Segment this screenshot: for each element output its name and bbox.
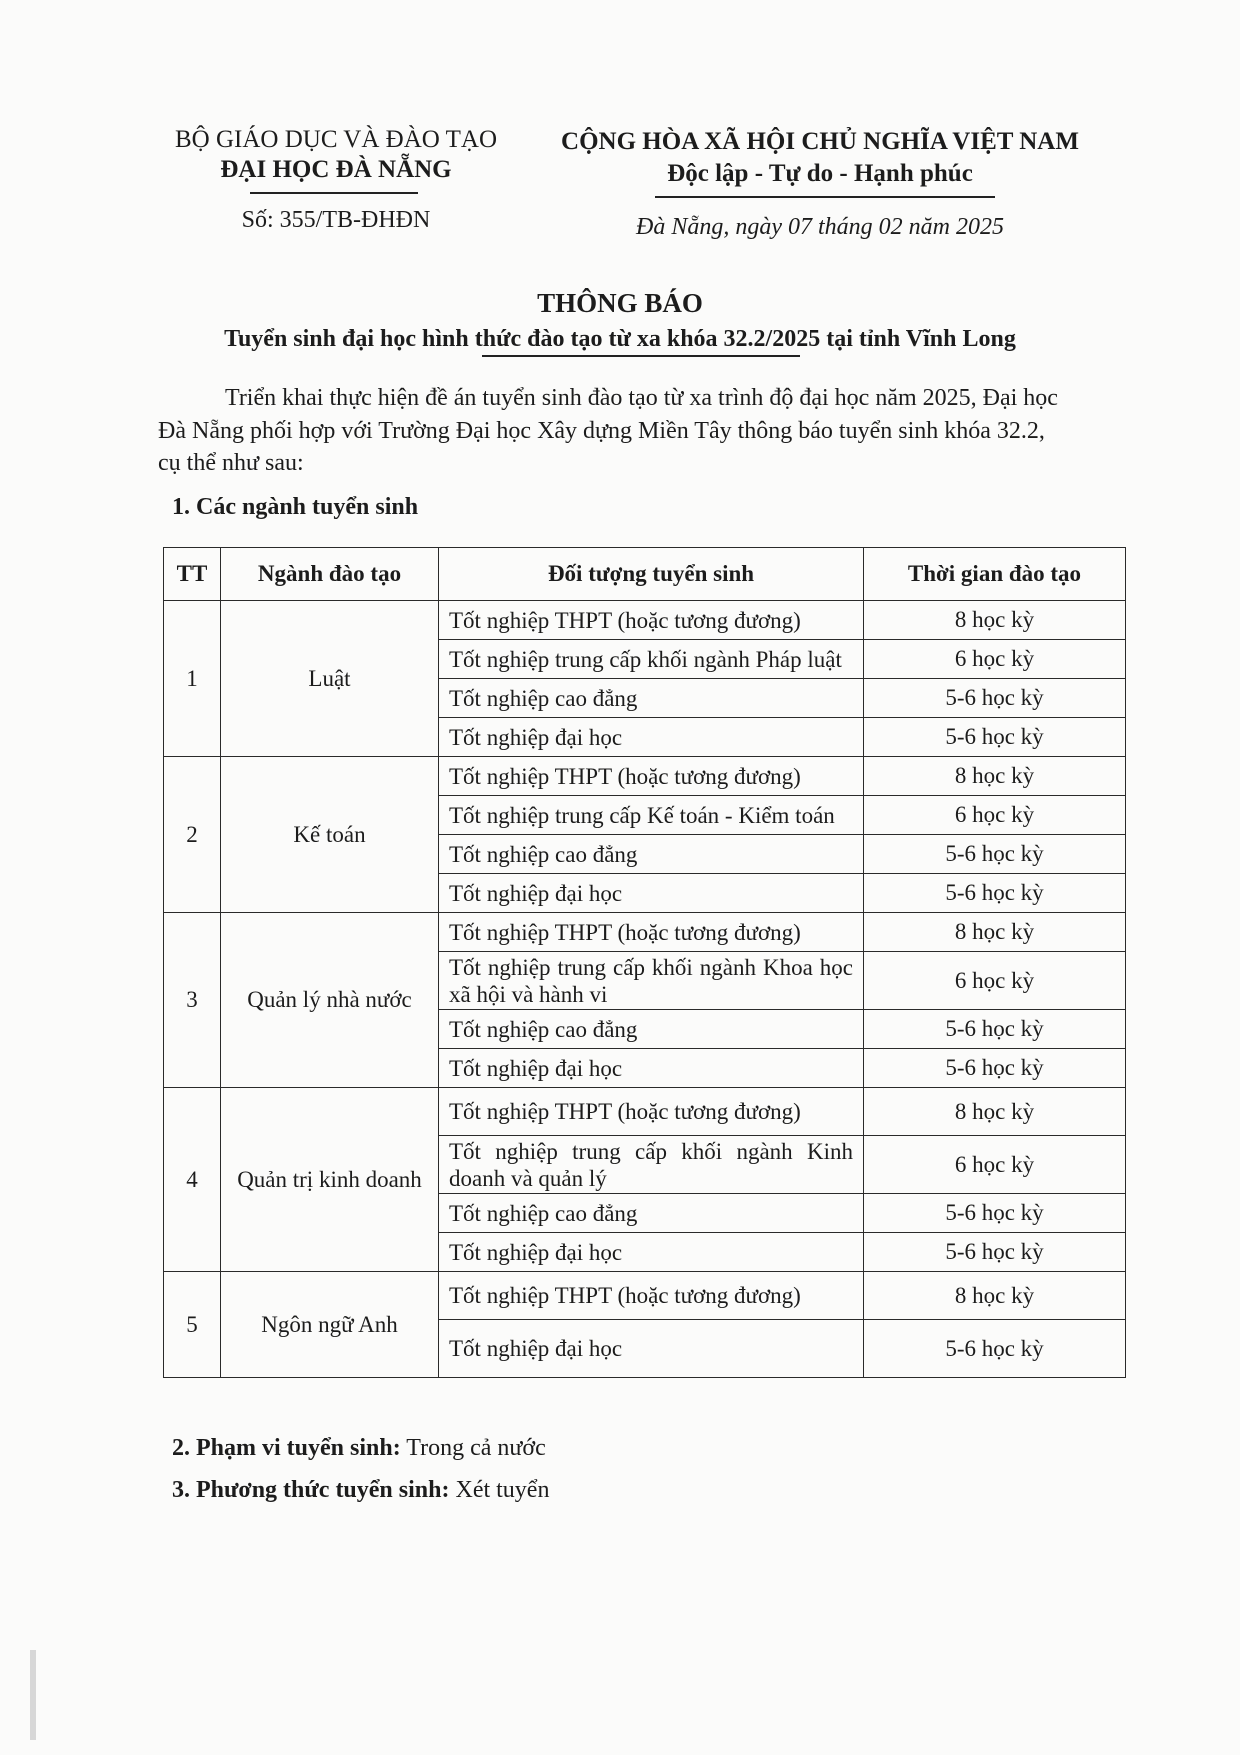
scan-edge-shadow: [30, 1650, 36, 1740]
duration-cell: 5-6 học kỳ: [864, 718, 1126, 757]
table-row: [164, 1272, 1126, 1320]
header-tt: TT: [164, 548, 221, 601]
target-cell: Tốt nghiệp THPT (hoặc tương đương): [439, 601, 864, 640]
header-target: Đối tượng tuyển sinh: [439, 548, 864, 601]
major-name: Quản lý nhà nước: [221, 913, 439, 1088]
major-name: Quản trị kinh doanh: [221, 1088, 439, 1272]
section-2-label: 2. Phạm vi tuyển sinh:: [172, 1435, 401, 1461]
target-cell: Tốt nghiệp cao đẳng: [439, 1010, 864, 1049]
section-1-heading: 1. Các ngành tuyển sinh: [172, 494, 419, 520]
section-3: [172, 1477, 549, 1504]
duration-cell: 6 học kỳ: [864, 952, 1126, 1010]
duration-cell: 8 học kỳ: [864, 1088, 1126, 1136]
duration-cell: 5-6 học kỳ: [864, 874, 1126, 913]
header-duration: Thời gian đào tạo: [864, 548, 1126, 601]
target-cell: Tốt nghiệp THPT (hoặc tương đương): [439, 1088, 864, 1136]
target-cell: Tốt nghiệp cao đẳng: [439, 835, 864, 874]
intro-line-1: Triển khai thực hiện đề án tuyển sinh đào tạo từ xa trình độ đại học năm 2025, Đại học: [225, 385, 1058, 411]
section-3-label: 3. Phương thức tuyển sinh:: [172, 1477, 450, 1503]
notice-title: THÔNG BÁO: [537, 288, 703, 318]
row-number: 2: [164, 757, 221, 913]
section-3-value: Xét tuyển: [455, 1477, 550, 1503]
left-header-underline: [250, 192, 418, 194]
row-number: 1: [164, 601, 221, 757]
target-cell: Tốt nghiệp cao đẳng: [439, 679, 864, 718]
duration-cell: 5-6 học kỳ: [864, 1194, 1126, 1233]
row-number: 4: [164, 1088, 221, 1272]
header-major: Ngành đào tạo: [221, 548, 439, 601]
target-cell: Tốt nghiệp trung cấp Kế toán - Kiểm toán: [439, 796, 864, 835]
table-row: [164, 601, 1126, 640]
section-2-value: Trong cả nước: [406, 1435, 546, 1461]
duration-cell: 8 học kỳ: [864, 601, 1126, 640]
target-cell: Tốt nghiệp đại học: [439, 718, 864, 757]
document-number: Số: 355/TB-ĐHĐN: [241, 207, 431, 233]
duration-cell: 6 học kỳ: [864, 796, 1126, 835]
row-number: 5: [164, 1272, 221, 1378]
duration-cell: 8 học kỳ: [864, 1272, 1126, 1320]
table-row: [164, 913, 1126, 952]
duration-cell: 5-6 học kỳ: [864, 1320, 1126, 1378]
national-motto: Độc lập - Tự do - Hạnh phúc: [667, 160, 973, 187]
target-cell: Tốt nghiệp đại học: [439, 874, 864, 913]
duration-cell: 5-6 học kỳ: [864, 679, 1126, 718]
subtitle-underline: [482, 355, 800, 357]
target-cell: Tốt nghiệp trung cấp khối ngành Kinh doanh và quản lý: [439, 1136, 864, 1194]
majors-table: [163, 547, 1126, 1378]
table-header-row: [164, 548, 1126, 601]
target-cell: Tốt nghiệp trung cấp khối ngành Pháp luật: [439, 640, 864, 679]
duration-cell: 5-6 học kỳ: [864, 835, 1126, 874]
duration-cell: 8 học kỳ: [864, 913, 1126, 952]
table-row: [164, 757, 1126, 796]
table-row: [164, 1088, 1126, 1136]
duration-cell: 6 học kỳ: [864, 1136, 1126, 1194]
notice-subtitle: Tuyển sinh đại học hình thức đào tạo từ xa khóa 32.2/2025 tại tỉnh Vĩnh Long: [224, 326, 1016, 352]
major-name: Ngôn ngữ Anh: [221, 1272, 439, 1378]
university-name: ĐẠI HỌC ĐÀ NẴNG: [220, 156, 452, 183]
duration-cell: 5-6 học kỳ: [864, 1233, 1126, 1272]
row-number: 3: [164, 913, 221, 1088]
duration-cell: 5-6 học kỳ: [864, 1010, 1126, 1049]
ministry-name: BỘ GIÁO DỤC VÀ ĐÀO TẠO: [175, 126, 497, 153]
right-header-underline: [655, 196, 995, 198]
target-cell: Tốt nghiệp THPT (hoặc tương đương): [439, 913, 864, 952]
country-name: CỘNG HÒA XÃ HỘI CHỦ NGHĨA VIỆT NAM: [561, 128, 1079, 155]
duration-cell: 6 học kỳ: [864, 640, 1126, 679]
target-cell: Tốt nghiệp THPT (hoặc tương đương): [439, 757, 864, 796]
issue-date: Đà Nẵng, ngày 07 tháng 02 năm 2025: [636, 214, 1004, 240]
intro-line-2: Đà Nẵng phối hợp với Trường Đại học Xây dựng Miền Tây thông báo tuyển sinh khóa 32.2,: [158, 418, 1045, 444]
major-name: Luật: [221, 601, 439, 757]
target-cell: Tốt nghiệp cao đẳng: [439, 1194, 864, 1233]
duration-cell: 5-6 học kỳ: [864, 1049, 1126, 1088]
target-cell: Tốt nghiệp trung cấp khối ngành Khoa học xã hội và hành vi: [439, 952, 864, 1010]
target-cell: Tốt nghiệp THPT (hoặc tương đương): [439, 1272, 864, 1320]
target-cell: Tốt nghiệp đại học: [439, 1233, 864, 1272]
intro-line-3: cụ thể như sau:: [158, 450, 304, 476]
target-cell: Tốt nghiệp đại học: [439, 1049, 864, 1088]
major-name: Kế toán: [221, 757, 439, 913]
section-2: [172, 1435, 546, 1462]
target-cell: Tốt nghiệp đại học: [439, 1320, 864, 1378]
duration-cell: 8 học kỳ: [864, 757, 1126, 796]
